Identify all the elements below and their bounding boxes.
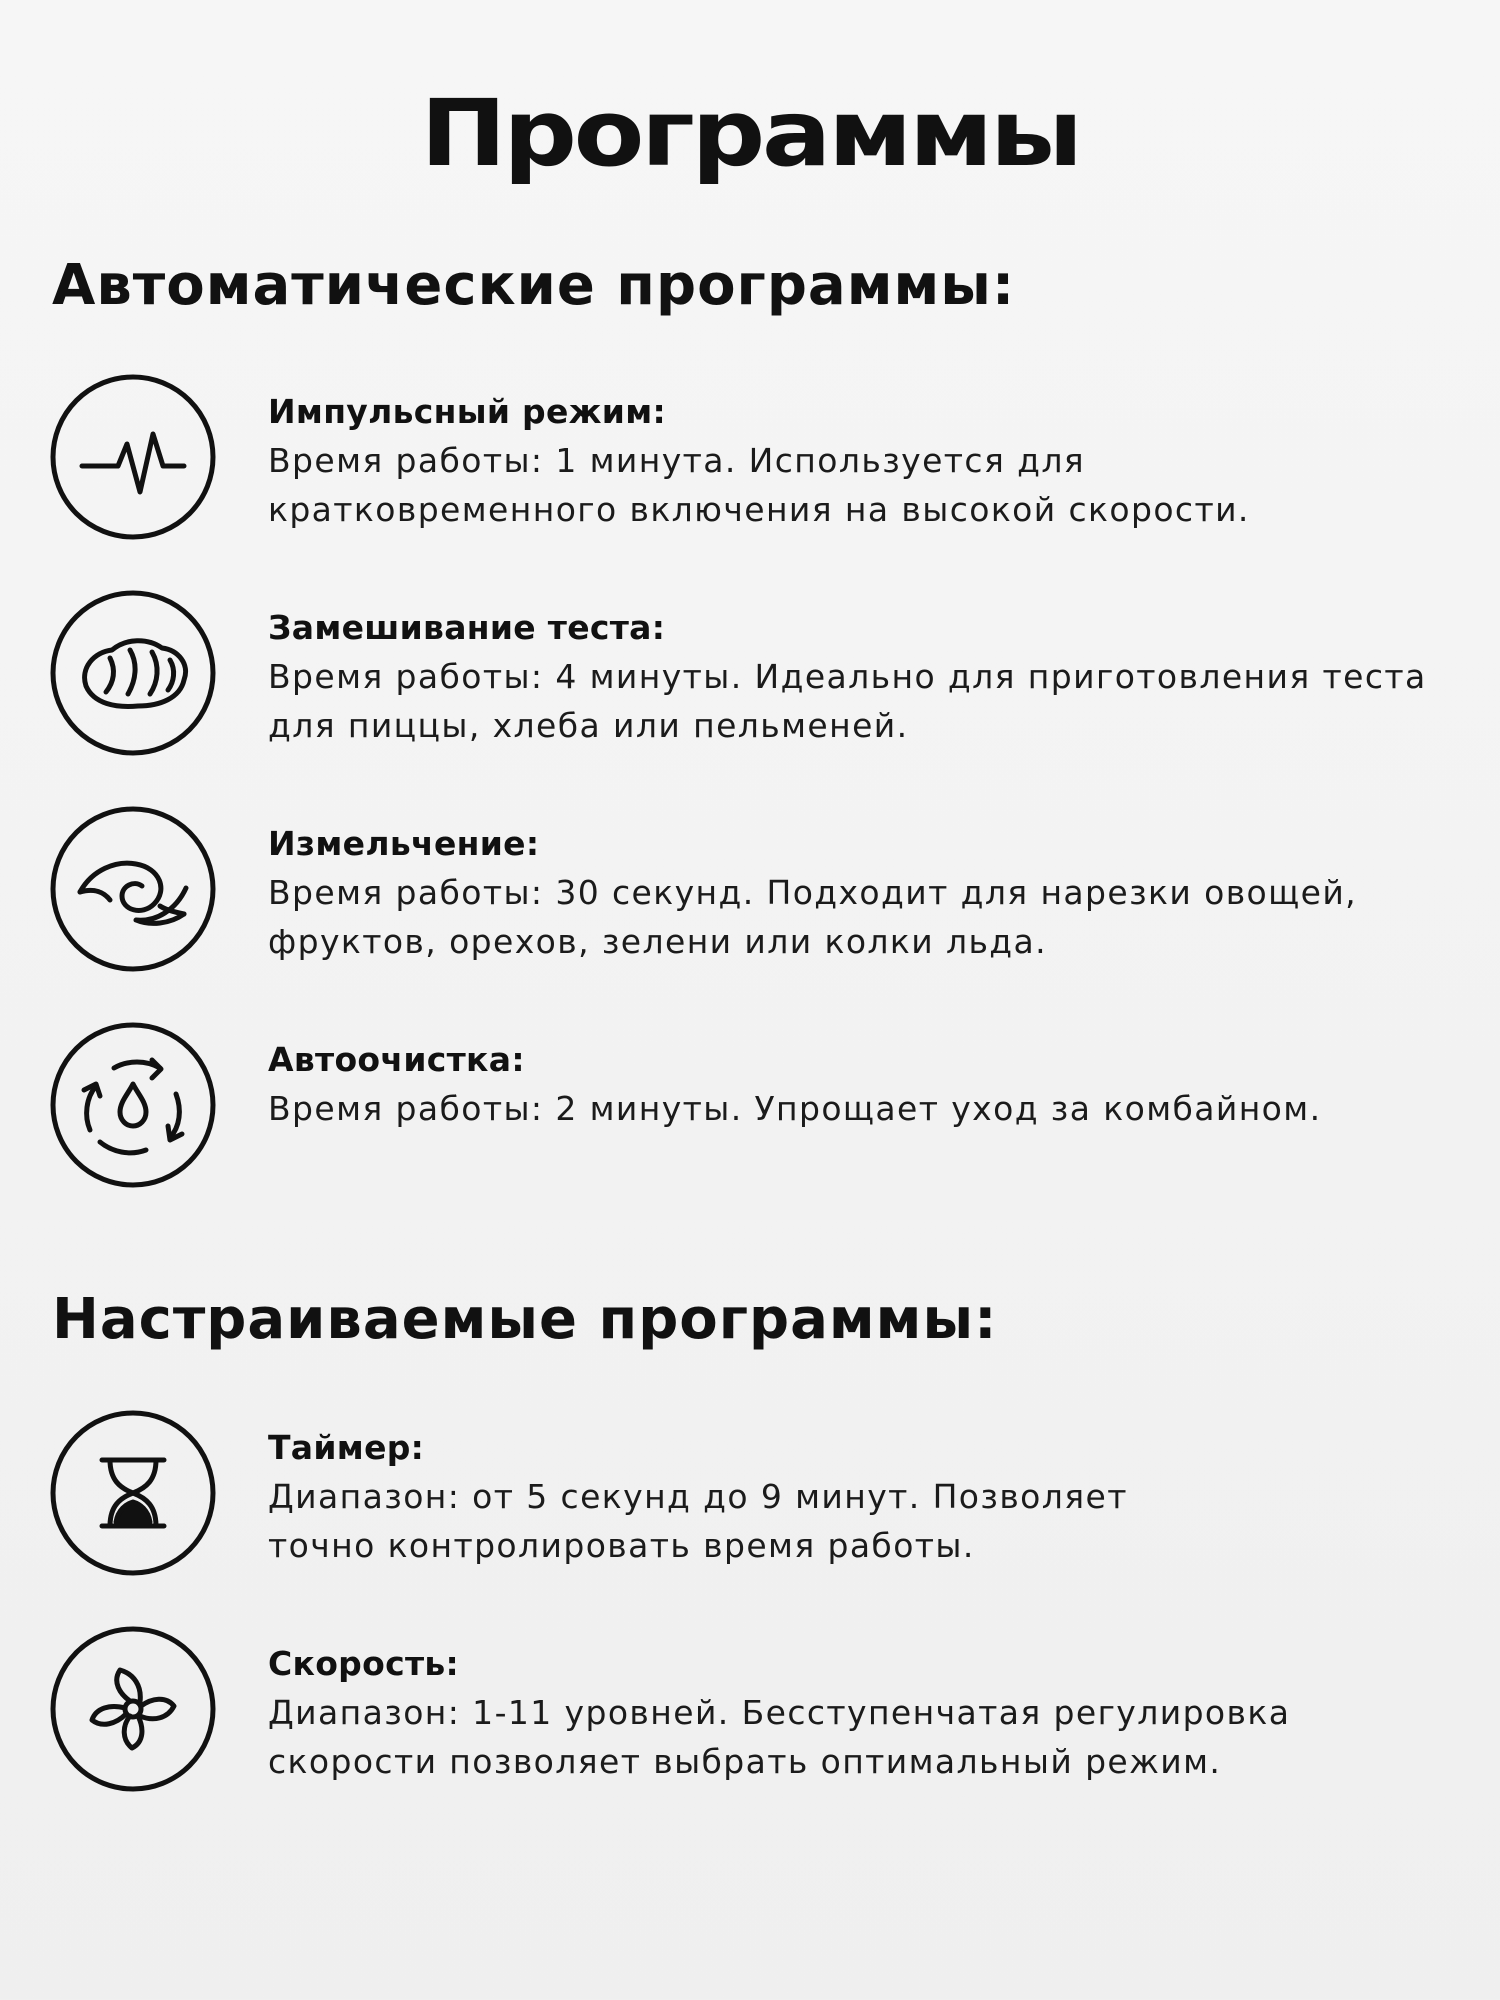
program-name: Автоочистка: (268, 1040, 525, 1079)
program-dough (50, 590, 1470, 758)
bread-icon (50, 590, 216, 756)
page-title: Программы (420, 80, 1080, 187)
pulse-icon (50, 374, 216, 540)
section-heading-automatic: Автоматические программы: (52, 253, 1016, 318)
program-description: Время работы: 1 минута. Используется для кратковременного включения на высокой скорости. (268, 441, 1250, 529)
program-chopping (50, 806, 1470, 974)
program-timer (50, 1410, 1470, 1578)
program-speed (50, 1626, 1470, 1794)
hourglass-icon (50, 1410, 216, 1576)
program-name: Скорость: (268, 1644, 460, 1683)
program-name: Импульсный режим: (268, 392, 666, 431)
program-name: Замешивание теста: (268, 608, 666, 647)
swirl-icon (50, 806, 216, 972)
self-cleaning-icon (50, 1022, 216, 1188)
program-description: Диапазон: 1-11 уровней. Бесступенчатая регулировка скорости позволяет выбрать оптимальный режим. (268, 1693, 1291, 1781)
program-self-cleaning (50, 1022, 1470, 1190)
program-description: Диапазон: от 5 секунд до 9 минут. Позволяет точно контролировать время работы. (268, 1477, 1128, 1565)
program-description: Время работы: 4 минуты. Идеально для приготовления теста для пиццы, хлеба или пельменей. (268, 657, 1427, 745)
fan-icon (50, 1626, 216, 1792)
program-description: Время работы: 30 секунд. Подходит для нарезки овощей, фруктов, орехов, зелени или колки льда. (268, 873, 1358, 961)
program-description: Время работы: 2 минуты. Упрощает уход за комбайном. (268, 1089, 1322, 1128)
program-name: Измельчение: (268, 824, 540, 863)
program-name: Таймер: (268, 1428, 425, 1467)
section-heading-custom: Настраиваемые программы: (52, 1287, 998, 1352)
program-pulse (50, 374, 1470, 542)
